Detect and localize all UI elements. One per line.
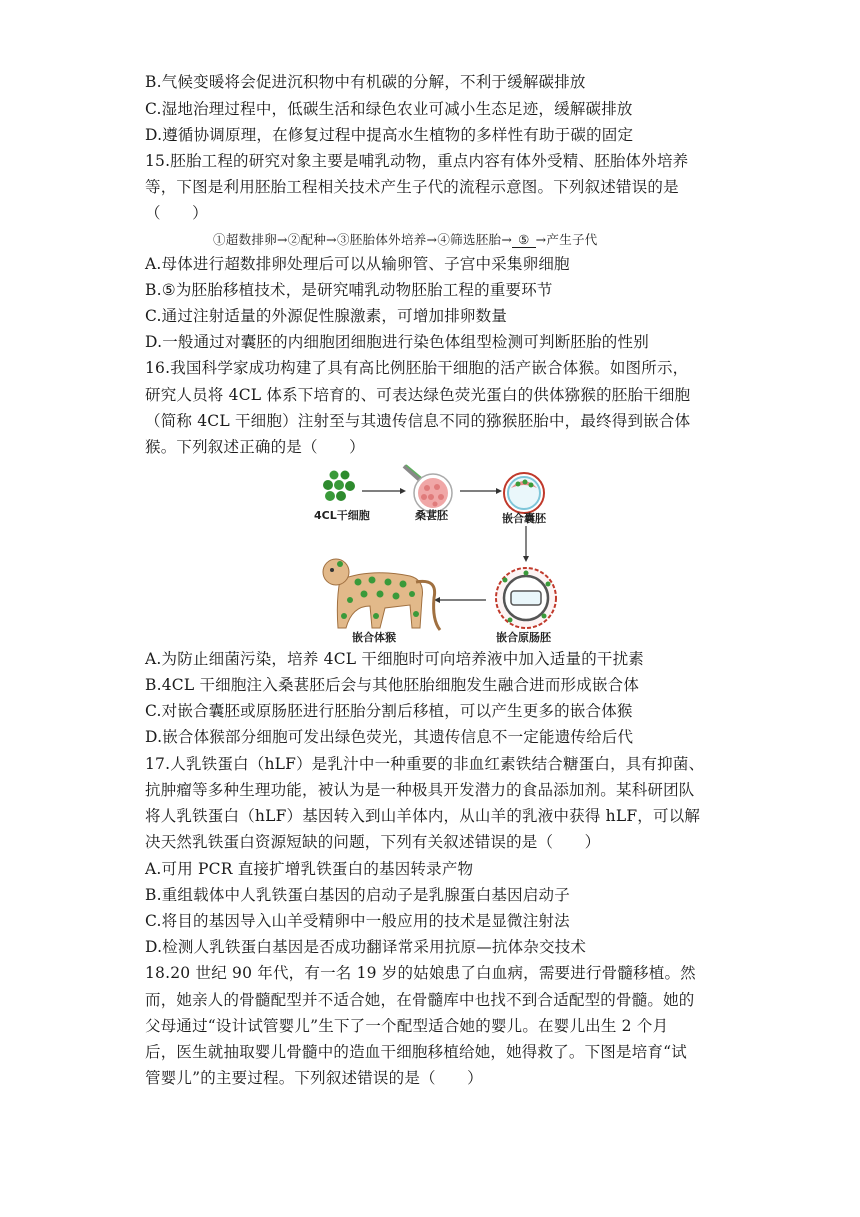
- gastrula-icon: [496, 568, 556, 628]
- q15-flow-diagram: [213, 230, 598, 248]
- q16-option-b: B.4CL 干细胞注入桑葚胚后会与其他胚胎细胞发生融合进而形成嵌合体: [145, 676, 640, 694]
- q15-stem-line-3: （ ）: [145, 204, 208, 222]
- q16-stem-line-2: 研究人员将 4CL 体系下培育的、可表达绿色荧光蛋白的供体猕猴的胚胎干细胞: [145, 386, 691, 404]
- label-gastrula: 嵌合原肠胚: [496, 631, 551, 644]
- q16-option-c: C.对嵌合囊胚或原肠胚进行胚胎分割后移植，可以产生更多的嵌合体猴: [145, 702, 633, 720]
- q17-option-c: C.将目的基因导入山羊受精卵中一般应用的技术是显微注射法: [145, 912, 570, 930]
- q15-stem-line-1: 15.胚胎工程的研究对象主要是哺乳动物，重点内容有体外受精、胚胎体外培养: [145, 152, 689, 170]
- q15-option-a: A.母体进行超数排卵处理后可以从输卵管、子宫中采集卵细胞: [145, 255, 570, 273]
- q17-option-d: D.检测人乳铁蛋白基因是否成功翻译常采用抗原—抗体杂交技术: [145, 938, 587, 956]
- label-chimeric-monkey: 嵌合体猴: [352, 631, 396, 644]
- morula-icon: [404, 465, 452, 512]
- blastocyst-icon: [504, 473, 544, 513]
- chimera-monkey-figure: [300, 460, 570, 640]
- q15-option-d: D.一般通过对囊胚的内细胞团细胞进行染色体组型检测可判断胚胎的性别: [145, 333, 649, 351]
- label-stem-cell: 4CL干细胞: [314, 509, 370, 522]
- q16-stem-line-3: （简称 4CL 干细胞）注射至与其遗传信息不同的猕猴胚胎中，最终得到嵌合体: [145, 412, 691, 430]
- q18-stem-line-2: 而，她亲人的骨髓配型并不适合她，在骨髓库中也找不到合适配型的骨髓。她的: [145, 991, 695, 1009]
- q18-stem-line-4: 后，医生就抽取婴儿骨髓中的造血干细胞移植给她，她得救了。下图是培育“试: [145, 1043, 687, 1061]
- q14-option-b: B.气候变暖将会促进沉积物中有机碳的分解，不利于缓解碳排放: [145, 73, 586, 91]
- q16-stem-line-1: 16.我国科学家成功构建了具有高比例胚胎干细胞的活产嵌合体猴。如图所示，: [145, 359, 689, 377]
- q17-option-b: B.重组载体中人乳铁蛋白基因的启动子是乳腺蛋白基因启动子: [145, 886, 570, 904]
- q17-stem-line-2: 抗肿瘤等多种生理功能，被认为是一种极具开发潜力的食品添加剂。某科研团队: [145, 781, 695, 799]
- stem-cell-cluster-icon: [323, 471, 355, 502]
- q16-stem-line-4: 猴。下列叙述正确的是（ ）: [145, 438, 365, 456]
- flow-result: →产生子代: [535, 232, 598, 247]
- q17-option-a: A.可用 PCR 直接扩增乳铁蛋白的基因转录产物: [145, 860, 474, 878]
- label-blastocyst: 嵌合囊胚: [502, 512, 546, 525]
- q18-stem-line-1: 18.20 世纪 90 年代，有一名 19 岁的姑娘患了白血病，需要进行骨髓移植。然: [145, 964, 696, 982]
- q18-stem-line-3: 父母通过“设计试管婴儿”生下了一个配型适合她的婴儿。在婴儿出生 2 个月: [145, 1017, 669, 1035]
- q15-option-c: C.通过注射适量的外源促性腺激素，可增加排卵数量: [145, 307, 508, 325]
- q15-stem-line-2: 等，下图是利用胚胎工程相关技术产生子代的流程示意图。下列叙述错误的是: [145, 178, 679, 196]
- flow-steps: ①超数排卵→②配种→③胚胎体外培养→④筛选胚胎→: [213, 232, 513, 247]
- q17-stem-line-3: 将人乳铁蛋白（hLF）基因转入到山羊体内，从山羊的乳液中获得 hLF，可以解: [145, 807, 701, 825]
- q15-option-b: B.⑤为胚胎移植技术，是研究哺乳动物胚胎工程的重要环节: [145, 281, 553, 299]
- flow-blank: ⑤: [512, 232, 536, 248]
- q14-option-c: C.湿地治理过程中，低碳生活和绿色农业可减小生态足迹，缓解碳排放: [145, 100, 633, 118]
- monkey-icon: [323, 559, 440, 630]
- q17-stem-line-4: 决天然乳铁蛋白资源短缺的问题，下列有关叙述错误的是（ ）: [145, 833, 601, 851]
- q16-option-a: A.为防止细菌污染，培养 4CL 干细胞时可向培养液中加入适量的干扰素: [145, 650, 644, 668]
- q16-option-d: D.嵌合体猴部分细胞可发出绿色荧光，其遗传信息不一定能遗传给后代: [145, 728, 634, 746]
- q14-option-d: D.遵循协调原理，在修复过程中提高水生植物的多样性有助于碳的固定: [145, 126, 634, 144]
- q18-stem-line-5: 管婴儿”的主要过程。下列叙述错误的是（ ）: [145, 1069, 483, 1087]
- q17-stem-line-1: 17.人乳铁蛋白（hLF）是乳汁中一种重要的非血红素铁结合糖蛋白，具有抑菌、: [145, 755, 705, 773]
- label-morula: 桑葚胚: [415, 509, 448, 522]
